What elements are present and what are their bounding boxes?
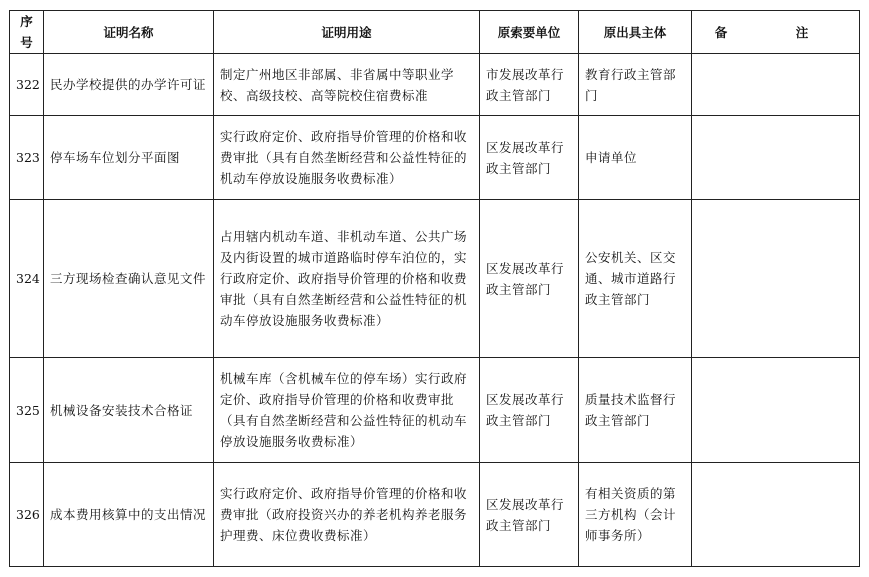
header-name: 证明名称 [44,11,214,54]
header-issuer: 原出具主体 [579,11,692,54]
header-purpose: 证明用途 [214,11,480,54]
row-number: 323 [10,116,44,200]
row-number: 326 [10,463,44,567]
issuing-body: 申请单位 [579,116,692,200]
header-requester: 原索要单位 [480,11,579,54]
table-row [10,116,860,200]
certificate-purpose: 制定广州地区非部属、非省属中等职业学校、高级技校、高等院校住宿费标准 [214,54,480,116]
remark [692,358,860,463]
certificate-purpose: 占用辖内机动车道、非机动车道、公共广场及内街设置的城市道路临时停车泊位的，实行政府定价、政府指导价管理的价格和收费审批（具有自然垄断经营和公益性特征的机动车停放设施服务收费标准） [214,200,480,358]
certificate-name: 民办学校提供的办学许可证 [44,54,214,116]
remark [692,463,860,567]
issuing-body: 教育行政主管部门 [579,54,692,116]
header-serial: 序号 [10,11,44,54]
requesting-unit: 区发展改革行政主管部门 [480,463,579,567]
header-row [10,11,860,54]
row-number: 325 [10,358,44,463]
remark [692,200,860,358]
issuing-body: 质量技术监督行政主管部门 [579,358,692,463]
certificate-table [9,10,860,567]
certificate-name: 三方现场检查确认意见文件 [44,200,214,358]
table-row [10,358,860,463]
remark [692,116,860,200]
certificate-name: 成本费用核算中的支出情况 [44,463,214,567]
requesting-unit: 市发展改革行政主管部门 [480,54,579,116]
requesting-unit: 区发展改革行政主管部门 [480,358,579,463]
certificate-name: 停车场车位划分平面图 [44,116,214,200]
issuing-body: 有相关资质的第三方机构（会计师事务所） [579,463,692,567]
certificate-purpose: 机械车库（含机械车位的停车场）实行政府定价、政府指导价管理的价格和收费审批（具有自然垄断经营和公益性特征的机动车停放设施服务收费标准） [214,358,480,463]
certificate-purpose: 实行政府定价、政府指导价管理的价格和收费审批（具有自然垄断经营和公益性特征的机动车停放设施服务收费标准） [214,116,480,200]
row-number: 322 [10,54,44,116]
issuing-body: 公安机关、区交通、城市道路行政主管部门 [579,200,692,358]
remark [692,54,860,116]
certificate-name: 机械设备安装技术合格证 [44,358,214,463]
header-remark: 备 注 [692,11,860,54]
table-row [10,200,860,358]
certificate-purpose: 实行政府定价、政府指导价管理的价格和收费审批（政府投资兴办的养老机构养老服务护理费、床位费收费标准） [214,463,480,567]
table-row [10,463,860,567]
requesting-unit: 区发展改革行政主管部门 [480,200,579,358]
row-number: 324 [10,200,44,358]
requesting-unit: 区发展改革行政主管部门 [480,116,579,200]
table-row [10,54,860,116]
